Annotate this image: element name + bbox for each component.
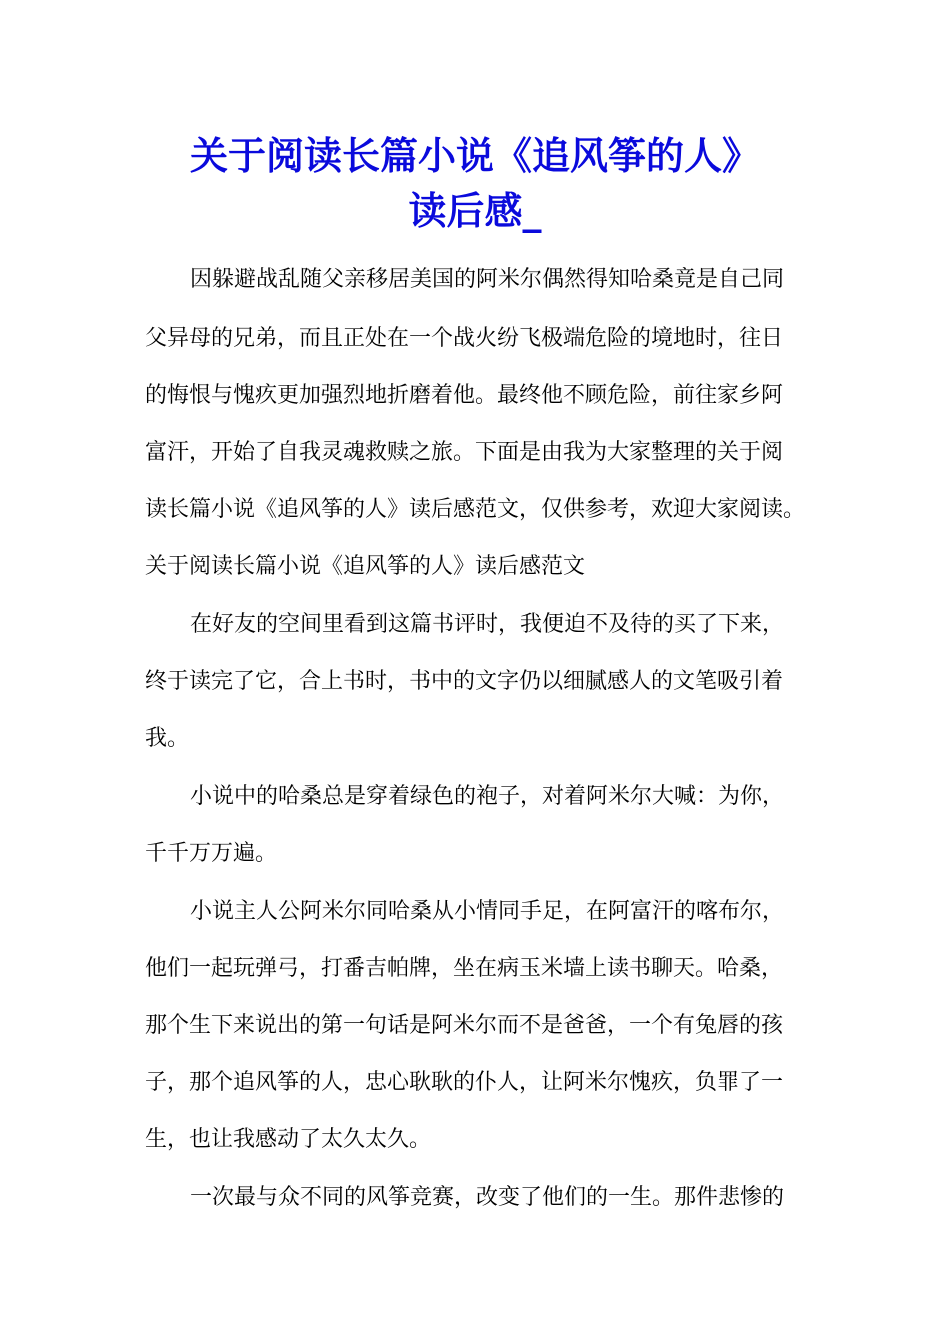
body-line: 一次最与众不同的风筝竞赛，改变了他们的一生。那件悲惨的 [190, 1185, 785, 1210]
document-title-line-1: 关于阅读长篇小说《追风筝的人》 [189, 133, 760, 178]
body-line: 小说主人公阿米尔同哈桑从小情同手足，在阿富汗的喀布尔， [190, 899, 785, 924]
body-line: 小说中的哈桑总是穿着绿色的袍子，对着阿米尔大喊：为你， [190, 784, 785, 809]
body-line: 那个生下来说出的第一句话是阿米尔而不是爸爸，一个有兔唇的孩 [145, 1013, 784, 1038]
body-line: 的悔恨与愧疚更加强烈地折磨着他。最终他不顾危险，前往家乡阿 [145, 383, 784, 408]
body-line: 我。 [145, 726, 190, 751]
body-line: 富汗，开始了自我灵魂救赎之旅。下面是由我为大家整理的关于阅 [145, 440, 784, 465]
body-line: 终于读完了它，合上书时，书中的文字仍以细腻感人的文笔吸引着 [145, 669, 784, 694]
section-heading: 关于阅读长篇小说《追风筝的人》读后感范文 [145, 554, 586, 579]
body-line: 读长篇小说《追风筝的人》读后感范文，仅供参考，欢迎大家阅读。 [145, 497, 806, 522]
body-line: 因躲避战乱随父亲移居美国的阿米尔偶然得知哈桑竟是自己同 [190, 267, 785, 292]
body-line: 生，也让我感动了太久太久。 [145, 1127, 432, 1152]
body-line: 他们一起玩弹弓，打番吉帕牌，坐在病玉米墙上读书聊天。哈桑， [145, 956, 784, 981]
body-line: 千千万万遍。 [145, 841, 278, 866]
body-line: 父异母的兄弟，而且正处在一个战火纷飞极端危险的境地时，往日 [145, 326, 784, 351]
document-title-line-2: 读后感_ [408, 188, 542, 233]
body-line: 在好友的空间里看到这篇书评时，我便迫不及待的买了下来， [190, 612, 785, 637]
body-line: 子，那个追风筝的人，忠心耿耿的仆人，让阿米尔愧疚，负罪了一 [145, 1070, 784, 1095]
